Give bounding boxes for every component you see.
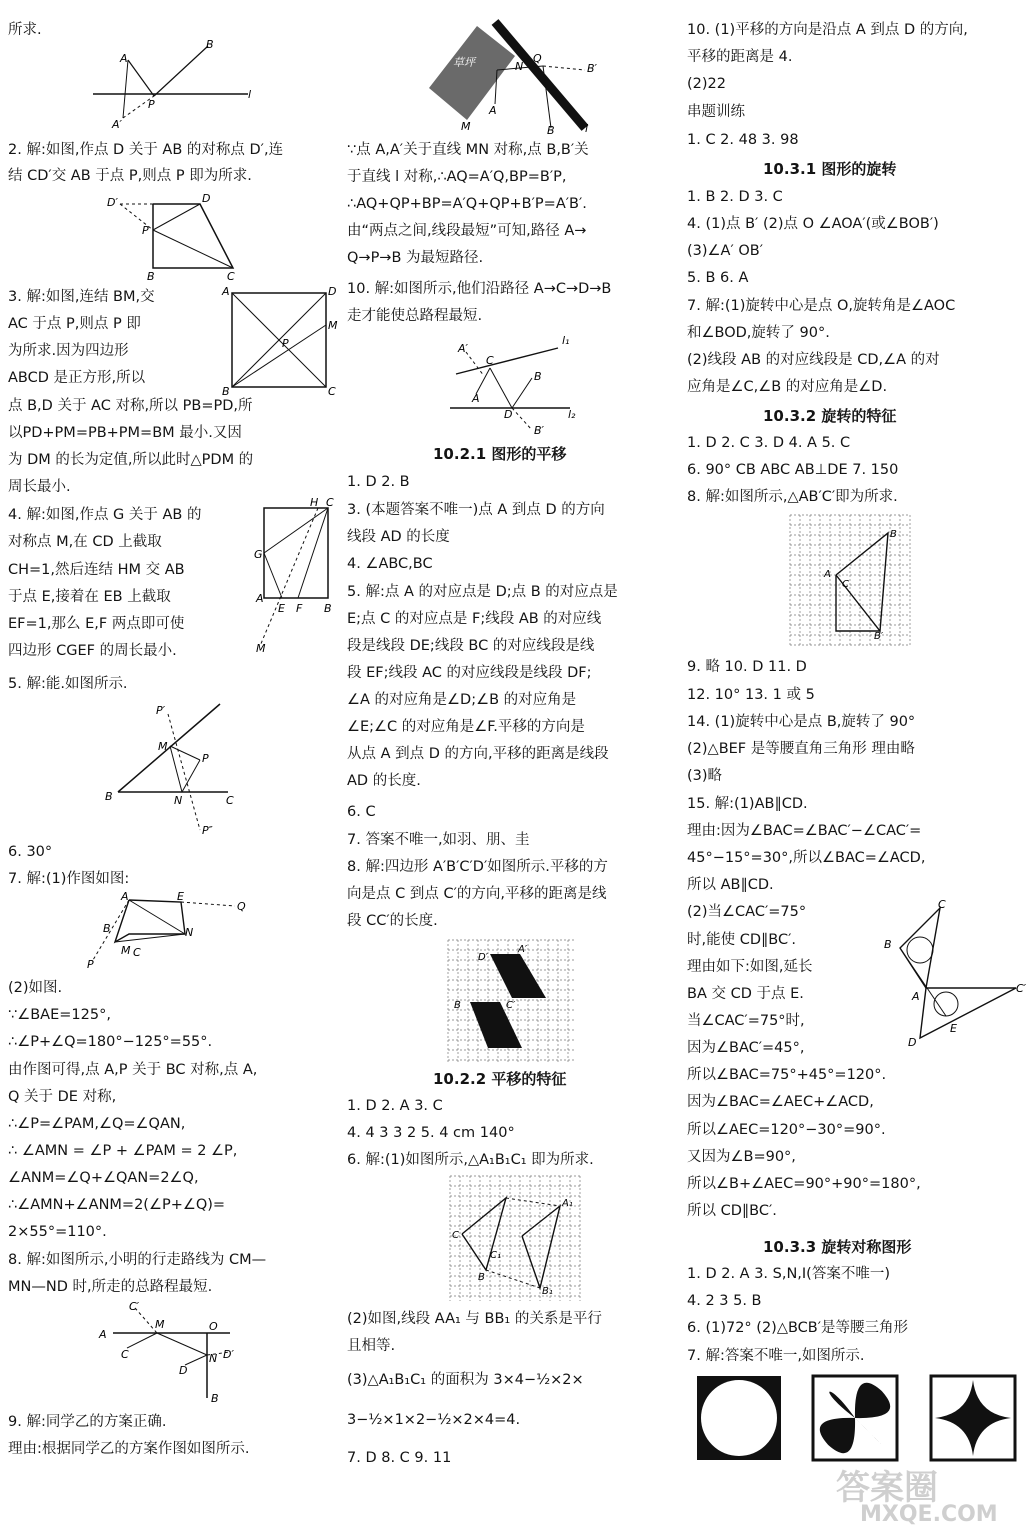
svg-text:D: D <box>328 285 337 298</box>
mid-line: 7. D 8. C 9. 11 <box>347 1450 452 1466</box>
svg-text:M: M <box>121 944 131 957</box>
figure-mid-1 <box>425 18 615 136</box>
svg-text:C: C <box>227 270 235 283</box>
svg-text:l₁: l₁ <box>562 334 570 347</box>
mid-line: E;点 C 的对应点是 F;线段 AB 的对应线 <box>347 611 602 627</box>
mid-line: 且相等. <box>347 1338 396 1354</box>
section-10-2-1: 10.2.1 图形的平移 <box>433 445 567 463</box>
svg-text:D: D <box>908 1036 917 1049</box>
svg-text:A: A <box>824 569 831 580</box>
right-line: 串题训练 <box>687 104 745 120</box>
right-line: 因为∠BAC=∠AEC+∠ACD, <box>687 1094 874 1110</box>
svg-text:D: D <box>179 1364 188 1377</box>
left-line: 4. 解:如图,作点 G 关于 AB 的 <box>8 507 202 523</box>
svg-text:B: B <box>222 385 230 398</box>
left-line: 9. 解:同学乙的方案正确. <box>8 1414 167 1430</box>
svg-text:F: F <box>296 602 303 615</box>
svg-text:E: E <box>950 1022 957 1035</box>
left-line: ∴∠P=∠PAM,∠Q=∠QAN, <box>8 1116 186 1132</box>
mid-line: 段是线段 DE;线段 BC 的对应线段是线 <box>347 638 595 654</box>
figure-left-2 <box>105 190 245 282</box>
svg-text:C: C <box>226 794 234 807</box>
svg-text:C: C <box>121 1348 129 1361</box>
svg-text:B: B <box>147 270 155 283</box>
mid-line: 4. 4 3 3 2 5. 4 cm 140° <box>347 1125 515 1141</box>
section-10-3-2: 10.3.2 旋转的特征 <box>763 407 897 425</box>
svg-text:N: N <box>185 926 194 939</box>
watermark-url: MXQE.COM <box>860 1502 998 1527</box>
svg-text:O: O <box>209 1320 218 1333</box>
svg-text:P″: P″ <box>202 824 213 837</box>
figure-mid-3 <box>448 940 574 1062</box>
mid-line: 由“两点之间,线段最短”可知,路径 A→ <box>347 223 587 239</box>
figure-left-7 <box>85 890 255 972</box>
mid-line: 走才能使总路程最短. <box>347 308 483 324</box>
figure-right-1 <box>790 515 910 647</box>
left-line: 对称点 M,在 CD 上截取 <box>8 534 162 550</box>
svg-text:P: P <box>142 224 149 237</box>
svg-text:A: A <box>472 392 480 405</box>
figure-left-8 <box>95 1300 245 1405</box>
left-line: 所求. <box>8 22 42 38</box>
mid-line: 10. 解:如图所示,他们沿路径 A→C→D→B <box>347 281 612 297</box>
svg-text:A: A <box>256 592 264 605</box>
left-line: 点 B,D 关于 AC 对称,所以 PB=PD,所 <box>8 398 253 414</box>
svg-text:l: l <box>248 88 252 101</box>
left-line: 四边形 CGEF 的周长最小. <box>8 643 177 659</box>
left-line: 结 CD′交 AB 于点 P,则点 P 即为所求. <box>8 168 252 184</box>
section-10-3-1: 10.3.1 图形的旋转 <box>763 160 897 178</box>
svg-text:C: C <box>133 946 141 959</box>
right-line: 45°−15°=30°,所以∠BAC=∠ACD, <box>687 850 926 866</box>
left-line: 为所求.因为四边形 <box>8 343 129 359</box>
svg-text:C′: C′ <box>1016 982 1027 995</box>
figure-left-1 <box>88 38 258 130</box>
svg-text:l: l <box>585 122 589 135</box>
svg-text:M: M <box>158 740 168 753</box>
right-line: 平移的距离是 4. <box>687 49 793 65</box>
right-line: 4. 2 3 5. B <box>687 1293 762 1309</box>
right-line: (2)线段 AB 的对应线段是 CD,∠A 的对 <box>687 352 940 368</box>
svg-text:C′: C′ <box>506 1000 516 1011</box>
right-column <box>685 0 1026 1536</box>
right-line: 1. D 2. C 3. D 4. A 5. C <box>687 435 851 451</box>
right-line: 因为∠BAC′=45°, <box>687 1040 805 1056</box>
svg-text:B′: B′ <box>534 424 545 437</box>
right-line: 5. B 6. A <box>687 270 749 286</box>
right-line: 所以∠AEC=120°−30°=90°. <box>687 1122 886 1138</box>
left-line: ∠ANM=∠Q+∠QAN=2∠Q, <box>8 1170 199 1186</box>
left-line: EF=1,那么 E,F 两点即可使 <box>8 616 185 632</box>
svg-text:N: N <box>174 794 183 807</box>
left-column <box>0 0 340 1536</box>
mid-line: 3−½×1×2−½×2×4=4. <box>347 1412 521 1428</box>
svg-text:E: E <box>278 602 285 615</box>
lawn-label: 草坪 <box>453 56 475 69</box>
svg-text:B: B <box>324 602 332 615</box>
svg-text:A: A <box>120 52 128 65</box>
right-line: (2)当∠CAC′=75° <box>687 904 807 920</box>
svg-text:C₁: C₁ <box>490 1250 501 1261</box>
mid-line: 6. 解:(1)如图所示,△A₁B₁C₁ 即为所求. <box>347 1152 594 1168</box>
mid-line: (3)△A₁B₁C₁ 的面积为 3×4−½×2× <box>347 1372 584 1388</box>
right-line: 所以∠BAC=75°+45°=120°. <box>687 1067 887 1083</box>
svg-text:D′: D′ <box>223 1348 234 1361</box>
mid-line: 5. 解:点 A 的对应点是 D;点 B 的对应点是 <box>347 584 618 600</box>
left-line: 6. 30° <box>8 844 53 860</box>
svg-text:A′: A′ <box>458 342 469 355</box>
svg-text:B: B <box>211 1392 219 1405</box>
figure-left-3 <box>222 285 342 398</box>
svg-text:D′: D′ <box>107 196 118 209</box>
svg-text:B: B <box>103 922 111 935</box>
svg-text:P: P <box>282 337 289 350</box>
right-line: 6. 90° CB ABC AB⊥DE 7. 150 <box>687 462 899 478</box>
svg-text:P: P <box>202 752 209 765</box>
svg-text:B: B <box>478 1272 485 1283</box>
right-line: 6. (1)72° (2)△BCB′是等腰三角形 <box>687 1320 909 1336</box>
right-line: BA 交 CD 于点 E. <box>687 986 804 1002</box>
middle-column <box>345 0 685 1536</box>
right-line: 1. C 2. 48 3. 98 <box>687 132 799 148</box>
svg-text:Q: Q <box>237 900 246 913</box>
svg-text:C: C <box>938 898 946 911</box>
left-line: (2)如图. <box>8 980 63 996</box>
mid-line: 6. C <box>347 804 376 820</box>
svg-text:B: B <box>534 370 542 383</box>
right-line: 7. 解:(1)旋转中心是点 O,旋转角是∠AOC <box>687 298 956 314</box>
left-line: MN—ND 时,所走的总路程最短. <box>8 1279 213 1295</box>
watermark-logo: 答案圈 <box>836 1468 938 1508</box>
figure-mid-4 <box>450 1176 580 1301</box>
mid-line: AD 的长度. <box>347 773 421 789</box>
svg-text:C′: C′ <box>129 1300 140 1313</box>
mid-line: 段 CC′的长度. <box>347 913 438 929</box>
mid-line: 从点 A 到点 D 的方向,平移的距离是线段 <box>347 746 609 762</box>
left-line: 为 DM 的长为定值,所以此时△PDM 的 <box>8 452 254 468</box>
svg-text:A′: A′ <box>518 944 528 955</box>
mid-line: 1. D 2. A 3. C <box>347 1098 443 1114</box>
right-line: 14. (1)旋转中心是点 B,旋转了 90° <box>687 714 916 730</box>
mid-line: 线段 AD 的长度 <box>347 529 450 545</box>
right-line: 1. B 2. D 3. C <box>687 189 783 205</box>
svg-text:M: M <box>328 319 338 332</box>
svg-text:M: M <box>155 1318 165 1331</box>
right-line: 1. D 2. A 3. S,N,I(答案不唯一) <box>687 1266 890 1282</box>
svg-text:l₂: l₂ <box>568 408 576 421</box>
svg-text:A: A <box>99 1328 107 1341</box>
svg-text:A: A <box>489 104 497 117</box>
left-line: ∴ ∠AMN = ∠P + ∠PAM = 2 ∠P, <box>8 1143 238 1159</box>
svg-text:A: A <box>121 890 129 903</box>
mid-line: 3. (本题答案不唯一)点 A 到点 D 的方向 <box>347 502 605 518</box>
left-line: 2×55°=110°. <box>8 1224 107 1240</box>
left-line: ∴∠AMN+∠ANM=2(∠P+∠Q)= <box>8 1197 226 1213</box>
right-line: 9. 略 10. D 11. D <box>687 659 807 675</box>
mid-line: (2)如图,线段 AA₁ 与 BB₁ 的关系是平行 <box>347 1311 602 1327</box>
svg-text:Q: Q <box>533 52 542 65</box>
svg-text:B₁: B₁ <box>542 1286 553 1297</box>
mid-line: Q→P→B 为最短路径. <box>347 250 484 266</box>
svg-text:M: M <box>256 642 266 655</box>
left-line: AC 于点 P,则点 P 即 <box>8 316 141 332</box>
svg-text:M: M <box>461 120 471 133</box>
svg-text:B: B <box>206 38 214 51</box>
svg-text:B: B <box>547 124 555 137</box>
right-line: (3)∠A′ OB′ <box>687 243 764 259</box>
left-line: 8. 解:如图所示,小明的行走路线为 CM— <box>8 1252 267 1268</box>
svg-text:B: B <box>890 529 897 540</box>
svg-text:C: C <box>452 1230 459 1241</box>
right-line: 4. (1)点 B′ (2)点 O ∠AOA′(或∠BOB′) <box>687 216 939 232</box>
mid-line: 于直线 l 对称,∴AQ=A′Q,BP=B′P, <box>347 169 567 185</box>
right-line: 又因为∠B=90°, <box>687 1149 796 1165</box>
svg-text:P′: P′ <box>156 704 166 717</box>
mid-line: 4. ∠ABC,BC <box>347 556 433 572</box>
left-line: 3. 解:如图,连结 BM,交 <box>8 289 155 305</box>
right-line: 当∠CAC′=75°时, <box>687 1013 805 1029</box>
svg-text:C: C <box>326 496 334 509</box>
mid-line: 7. 答案不唯一,如羽、朋、圭 <box>347 832 530 848</box>
right-line: 15. 解:(1)AB∥CD. <box>687 796 808 812</box>
left-line: ∴∠P+∠Q=180°−125°=55°. <box>8 1034 213 1050</box>
left-line: Q 关于 DE 对称, <box>8 1089 117 1105</box>
mid-line: 1. D 2. B <box>347 474 410 490</box>
right-line: (2)△BEF 是等腰直角三角形 理由略 <box>687 741 915 757</box>
figure-left-5 <box>100 700 250 838</box>
section-10-3-3: 10.3.3 旋转对称图形 <box>763 1238 912 1256</box>
svg-text:B: B <box>105 790 113 803</box>
mid-line: 8. 解:四边形 A′B′C′D′如图所示.平移的方 <box>347 859 608 875</box>
left-line: 周长最小. <box>8 479 71 495</box>
svg-text:B: B <box>884 938 892 951</box>
svg-text:A′: A′ <box>112 118 123 131</box>
svg-text:A₁: A₁ <box>562 1198 573 1209</box>
mid-line: ∴AQ+QP+BP=A′Q+QP+B′P=A′B′. <box>347 196 587 212</box>
svg-text:P: P <box>148 98 155 111</box>
right-line: (3)略 <box>687 768 723 784</box>
right-line: 应角是∠C,∠B 的对应角是∠D. <box>687 379 888 395</box>
left-line: 5. 解:能.如图所示. <box>8 676 128 692</box>
svg-text:B′: B′ <box>874 631 884 642</box>
left-line: 7. 解:(1)作图如图: <box>8 871 130 887</box>
left-line: CH=1,然后连结 HM 交 AB <box>8 562 185 578</box>
right-line: 理由:因为∠BAC=∠BAC′−∠CAC′= <box>687 823 922 839</box>
svg-text:B′: B′ <box>587 62 598 75</box>
figure-left-4 <box>252 498 340 653</box>
svg-text:P: P <box>87 958 94 971</box>
left-line: 以PD+PM=PB+PM=BM 最小.又因 <box>8 425 242 441</box>
mid-line: ∠A 的对应角是∠D;∠B 的对应角是 <box>347 692 577 708</box>
right-line: 理由如下:如图,延长 <box>687 959 813 975</box>
svg-text:D: D <box>202 192 211 205</box>
svg-text:N: N <box>515 60 524 73</box>
left-line: 于点 E,接着在 EB 上截取 <box>8 589 171 605</box>
svg-text:C: C <box>486 354 494 367</box>
svg-text:G: G <box>254 548 263 561</box>
svg-text:B: B <box>454 1000 461 1011</box>
right-line: 7. 解:答案不唯一,如图所示. <box>687 1348 865 1364</box>
right-line: 8. 解:如图所示,△AB′C′即为所求. <box>687 489 898 505</box>
section-10-2-2: 10.2.2 平移的特征 <box>433 1070 567 1088</box>
right-line: 所以∠B+∠AEC=90°+90°=180°, <box>687 1176 921 1192</box>
left-line: ABCD 是正方形,所以 <box>8 370 146 386</box>
right-line: 时,能使 CD∥BC′. <box>687 932 796 948</box>
right-line: 所以 CD∥BC′. <box>687 1203 777 1219</box>
mid-line: 向是点 C 到点 C′的方向,平移的距离是线 <box>347 886 607 902</box>
svg-text:A: A <box>222 285 230 298</box>
svg-text:D: D <box>504 408 513 421</box>
mid-line: 段 EF;线段 AC 的对应线段是线段 DF; <box>347 665 592 681</box>
figure-right-3 <box>697 1374 1027 1464</box>
svg-text:C: C <box>842 579 849 590</box>
figure-right-2 <box>880 900 1025 1052</box>
mid-line: ∠E;∠C 的对应角是∠F.平移的方向是 <box>347 719 585 735</box>
left-line: 2. 解:如图,作点 D 关于 AB 的对称点 D′,连 <box>8 142 284 158</box>
figure-mid-2 <box>450 330 590 440</box>
mid-line: ∵点 A,A′关于直线 MN 对称,点 B,B′关 <box>347 142 589 158</box>
right-line: 和∠BOD,旋转了 90°. <box>687 325 830 341</box>
right-line: 10. (1)平移的方向是沿点 A 到点 D 的方向, <box>687 22 968 38</box>
left-line: 理由:根据同学乙的方案作图如图所示. <box>8 1441 250 1457</box>
svg-text:H: H <box>310 496 319 509</box>
svg-text:C: C <box>328 385 336 398</box>
right-line: 所以 AB∥CD. <box>687 877 774 893</box>
left-line: 由作图可得,点 A,P 关于 BC 对称,点 A, <box>8 1062 258 1078</box>
svg-text:N: N <box>209 1352 218 1365</box>
left-line: ∵∠BAE=125°, <box>8 1007 111 1023</box>
right-line: 12. 10° 13. 1 或 5 <box>687 687 815 703</box>
svg-text:D′: D′ <box>478 952 488 963</box>
right-line: (2)22 <box>687 76 726 92</box>
svg-text:A: A <box>912 990 920 1003</box>
svg-text:E: E <box>177 890 184 903</box>
